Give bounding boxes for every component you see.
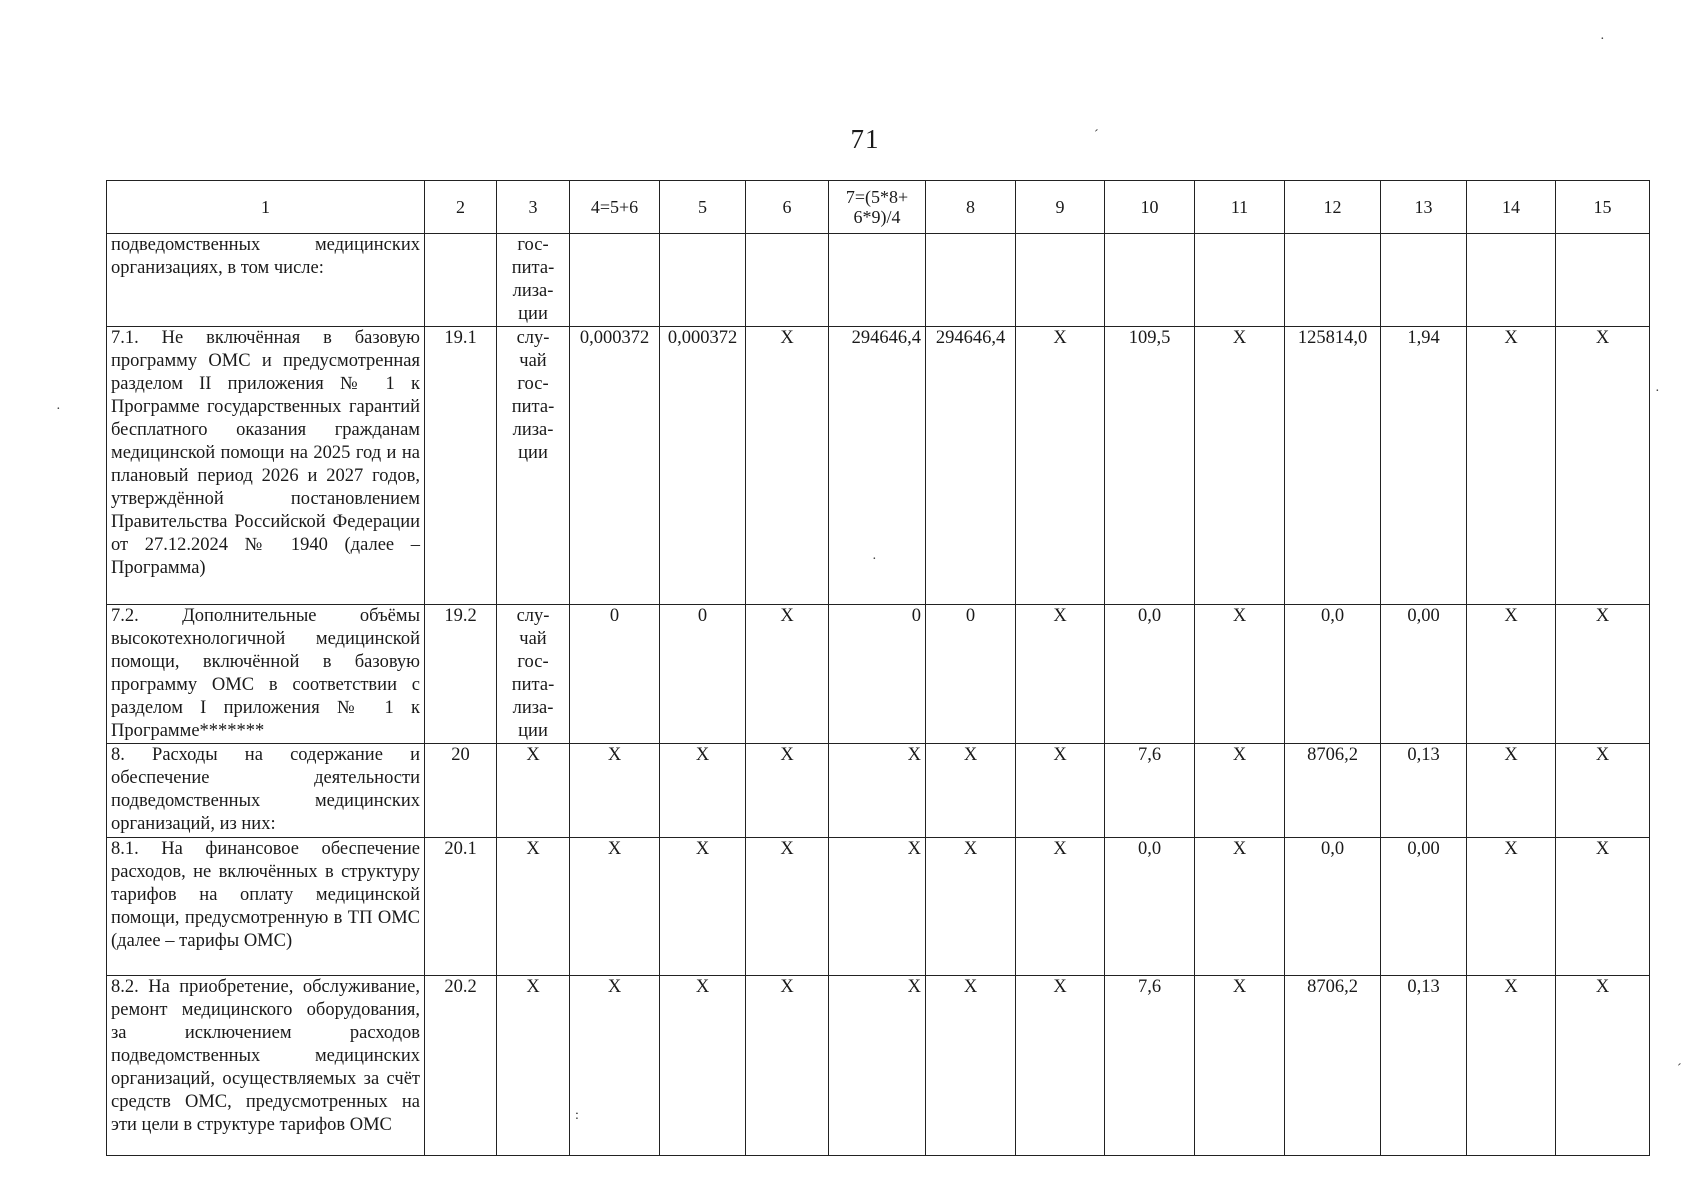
value-cell: Х (1016, 327, 1105, 605)
page-number: 71 (850, 124, 880, 154)
value-cell (926, 234, 1016, 327)
value-cell: Х (1556, 327, 1650, 605)
row-label: 8.2. На приобретение, обслуживание, ремонт медицинского оборудования, за исключением расходов подведомственных медицинских организаций, осуществляемых за счёт средств ОМС, предусмотренных на эти цели в структуре тарифов ОМС (107, 976, 425, 1156)
scan-mark: : (575, 1108, 579, 1123)
table-row (107, 838, 1650, 976)
scan-mark: · (1655, 384, 1660, 399)
value-cell: Х (1467, 327, 1556, 605)
value-cell: 0,13 (1381, 744, 1467, 838)
header-cell: 3 (497, 181, 570, 234)
table-row (107, 605, 1650, 744)
data-table (106, 180, 1650, 1156)
table-header-row (107, 181, 1650, 234)
value-cell (1381, 234, 1467, 327)
value-cell: Х (1195, 327, 1285, 605)
value-cell: 7,6 (1105, 744, 1195, 838)
value-cell: 294646,4 (829, 327, 926, 605)
table-row (107, 234, 1650, 327)
header-cell: 11 (1195, 181, 1285, 234)
value-cell: 7,6 (1105, 976, 1195, 1156)
value-cell: 0 (829, 605, 926, 744)
header-cell: 8 (926, 181, 1016, 234)
header-cell: 1 (107, 181, 425, 234)
value-cell: Х (570, 838, 660, 976)
value-cell: Х (829, 744, 926, 838)
value-cell: Х (1016, 605, 1105, 744)
value-cell: 8706,2 (1285, 744, 1381, 838)
value-cell: Х (829, 976, 926, 1156)
value-cell: Х (926, 976, 1016, 1156)
value-cell: 0,000372 (660, 327, 746, 605)
row-label: 8.1. На финансовое обеспечение расходов, не включённых в структуру тарифов на оплату медицинской помощи, предусмотренную в ТП ОМС (далее – тарифы ОМС) (107, 838, 425, 976)
value-cell (1195, 234, 1285, 327)
value-cell: 0,0 (1285, 605, 1381, 744)
unit-cell: слу- чай гос- пита- лиза- ции (497, 327, 570, 605)
header-cell: 9 (1016, 181, 1105, 234)
value-cell: 0,000372 (570, 327, 660, 605)
header-cell: 5 (660, 181, 746, 234)
value-cell (570, 234, 660, 327)
value-cell: Х (660, 744, 746, 838)
value-cell: Х (746, 744, 829, 838)
value-cell: Х (570, 744, 660, 838)
value-cell: 0 (660, 605, 746, 744)
value-cell (660, 234, 746, 327)
unit-cell: Х (497, 976, 570, 1156)
value-cell: 0,0 (1105, 838, 1195, 976)
value-cell: 0,0 (1105, 605, 1195, 744)
value-cell (1467, 234, 1556, 327)
value-cell: 8706,2 (1285, 976, 1381, 1156)
value-cell: Х (746, 838, 829, 976)
row-label: 8. Расходы на содержание и обеспечение деятельности подведомственных медицинских организаций, из них: (107, 744, 425, 838)
value-cell: Х (829, 838, 926, 976)
value-cell: Х (1195, 976, 1285, 1156)
row-label: подведомственных медицинских организациях, в том числе: (107, 234, 425, 327)
value-cell: 19.2 (425, 605, 497, 744)
header-cell: 4=5+6 (570, 181, 660, 234)
value-cell: Х (926, 838, 1016, 976)
header-cell: 10 (1105, 181, 1195, 234)
value-cell (1285, 234, 1381, 327)
value-cell: Х (746, 976, 829, 1156)
value-cell: Х (1195, 838, 1285, 976)
scan-mark: ˊ (1677, 1062, 1682, 1077)
value-cell (1105, 234, 1195, 327)
unit-cell: слу- чай гос- пита- лиза- ции (497, 605, 570, 744)
value-cell: 0,00 (1381, 605, 1467, 744)
value-cell: Х (1467, 744, 1556, 838)
value-cell: Х (1556, 744, 1650, 838)
value-cell (746, 234, 829, 327)
header-cell: 15 (1556, 181, 1650, 234)
value-cell: 20.1 (425, 838, 497, 976)
value-cell: Х (1016, 976, 1105, 1156)
value-cell: Х (660, 838, 746, 976)
header-cell: 14 (1467, 181, 1556, 234)
value-cell (1556, 234, 1650, 327)
scan-mark: · (872, 552, 877, 567)
value-cell: Х (1556, 605, 1650, 744)
value-cell: 0 (570, 605, 660, 744)
header-cell: 13 (1381, 181, 1467, 234)
value-cell: 0,00 (1381, 838, 1467, 976)
value-cell: Х (1467, 605, 1556, 744)
value-cell: Х (746, 605, 829, 744)
scan-mark: · (1600, 32, 1605, 47)
value-cell: Х (926, 744, 1016, 838)
table-row (107, 976, 1650, 1156)
value-cell: 20.2 (425, 976, 497, 1156)
value-cell: Х (1195, 605, 1285, 744)
value-cell: Х (1016, 744, 1105, 838)
value-cell: Х (570, 976, 660, 1156)
header-cell: 12 (1285, 181, 1381, 234)
value-cell: 0,0 (1285, 838, 1381, 976)
unit-cell: гос- пита- лиза- ции (497, 234, 570, 327)
value-cell: 109,5 (1105, 327, 1195, 605)
value-cell: 1,94 (1381, 327, 1467, 605)
value-cell: Х (1467, 976, 1556, 1156)
value-cell (829, 234, 926, 327)
value-cell: 0,13 (1381, 976, 1467, 1156)
unit-cell: Х (497, 838, 570, 976)
header-cell: 2 (425, 181, 497, 234)
row-label: 7.2. Дополнительные объёмы высокотехнологичной медицинской помощи, включённой в базовую программу ОМС в соответствии с разделом I приложения № 1 к Программе******* (107, 605, 425, 744)
value-cell: Х (1016, 838, 1105, 976)
scan-mark: ˊ (1094, 128, 1099, 143)
table-row (107, 744, 1650, 838)
value-cell: 125814,0 (1285, 327, 1381, 605)
value-cell (425, 234, 497, 327)
value-cell: Х (1556, 838, 1650, 976)
header-cell: 7=(5*8+ 6*9)/4 (829, 181, 926, 234)
value-cell: 19.1 (425, 327, 497, 605)
scan-mark: · (56, 402, 61, 417)
header-cell: 6 (746, 181, 829, 234)
row-label: 7.1. Не включённая в базовую программу ОМС и предусмотренная разделом II приложения № 1 к Программе государственных гарантий бесплатного оказания гражданам медицинской помощи на 2025 год и на плановый период 2026 и 2027 годов, утверждённой постановлением Правительства Российской Федерации от 27.12.2024 № 1940 (далее – Программа) (107, 327, 425, 605)
value-cell: Х (1195, 744, 1285, 838)
value-cell: Х (746, 327, 829, 605)
value-cell: 0 (926, 605, 1016, 744)
value-cell: Х (660, 976, 746, 1156)
value-cell: 20 (425, 744, 497, 838)
value-cell (1016, 234, 1105, 327)
value-cell: 294646,4 (926, 327, 1016, 605)
unit-cell: Х (497, 744, 570, 838)
value-cell: Х (1467, 838, 1556, 976)
table-row (107, 327, 1650, 605)
value-cell: Х (1556, 976, 1650, 1156)
